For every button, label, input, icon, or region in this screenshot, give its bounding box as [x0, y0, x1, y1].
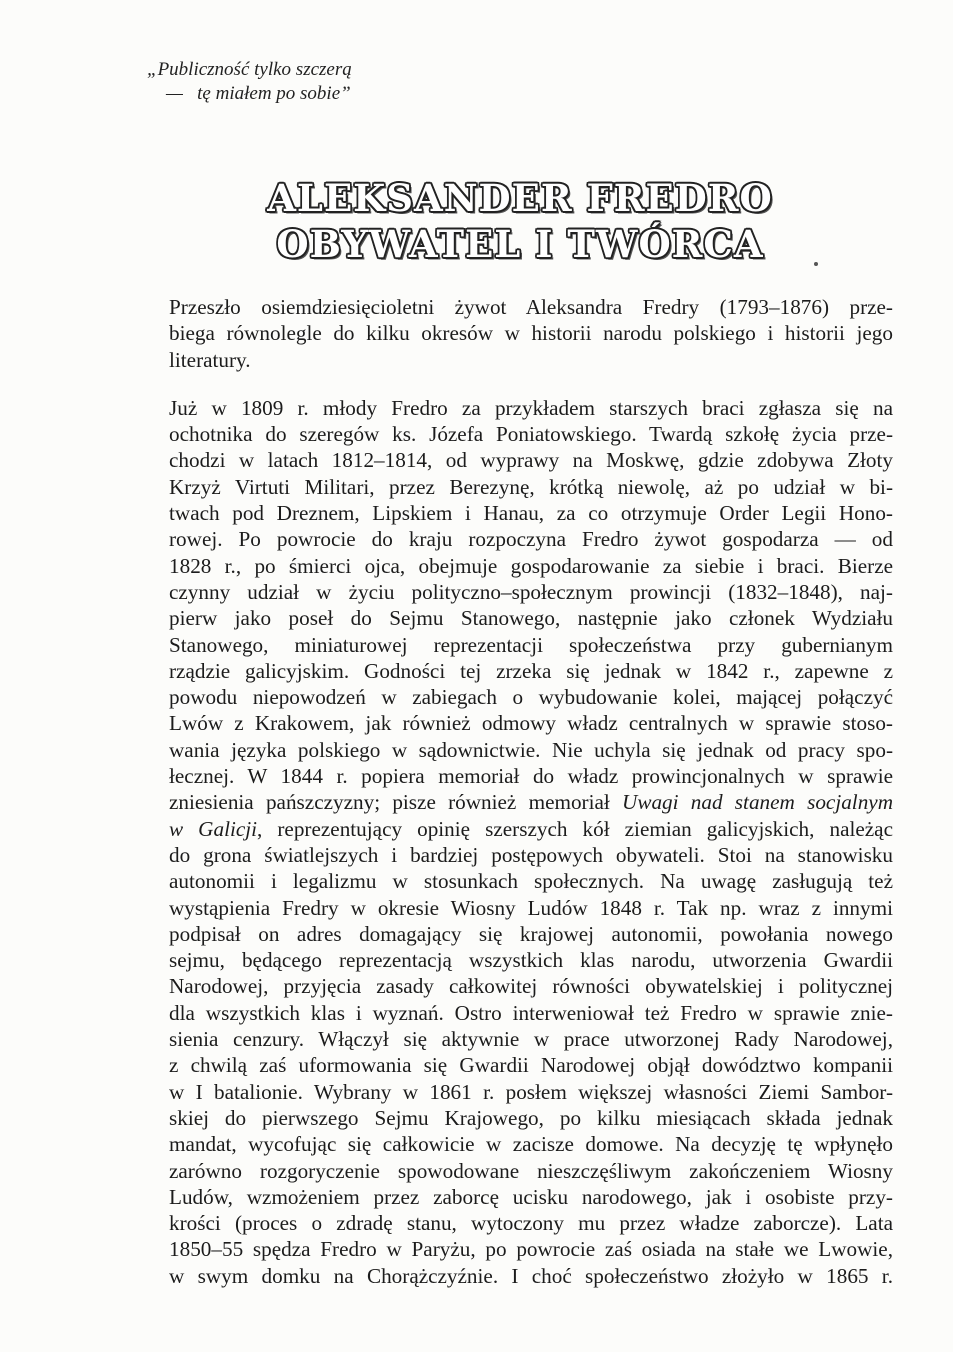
text-line: rządzie galicyjskim. Godności tej zrzeka się jednak w 1842 r., zapewne z [169, 658, 893, 683]
text-line: Przeszło osiemdziesięcioletni żywot Aleksandra Fredry (1793–1876) prze- [169, 295, 893, 319]
text-segment: , reprezentujący opinię szerszych kół ziemian galicyjskich, należąc [257, 816, 893, 841]
paragraph-2 [145, 395, 893, 1289]
text-line: 1828 r., po śmierci ojca, obejmuje gospodarowanie za siebie i braci. Bierze [169, 553, 893, 578]
text-line: skiej do pierwszego Sejmu Krajowego, po kilku miesiącach składa jednak [169, 1105, 893, 1130]
text-line: zarówno rozgoryczenie spowodowane nieszczęśliwym zakończeniem Wiosny [169, 1158, 893, 1183]
text-line: twach pod Dreznem, Lipskiem i Hanau, za co otrzymuje Order Legii Hono- [169, 501, 893, 526]
body-text [145, 294, 893, 1289]
epigraph [147, 58, 352, 106]
text-line: Narodowej, przyjęcia zasady całkowitej równości obywatelskiej i politycznej [169, 974, 893, 999]
text-line: w I batalionie. Wybrany w 1861 r. posłem większej własności Ziemi Sambor- [169, 1079, 893, 1104]
paragraph-1 [145, 294, 893, 373]
text-line: Lwów z Krakowem, jak również odmowy władz centralnych w sprawie stoso- [169, 711, 893, 736]
text-line: 1850–55 spędza Fredro w Paryżu, po powrocie zaś osiada na stałe we Lwowie, [169, 1237, 893, 1262]
text-line: pierw jako poseł do Sejmu Stanowego, następnie jako członek Wydziału [169, 606, 893, 631]
text-line: sienia cenzury. Włączył się aktywnie w prace utworzonej Rady Narodowej, [169, 1027, 893, 1052]
text-segment: zniesienia pańszczyzny; pisze również memoriał [169, 790, 610, 815]
text-line: do grona światlejszych i bardziej postępowych obywateli. Stoi na stanowisku [169, 842, 893, 867]
text-line: powodu niepowodzeń w zabiegach o wybudowanie kolei, mającej połączyć [169, 685, 893, 710]
text-line: czynny udział w życiu polityczno–społecznym prowincji (1832–1848), naj- [169, 579, 893, 604]
text-line: mandat, wycofując się całkowicie w zacisze domowe. Na decyzję tę wpłynęło [169, 1132, 893, 1157]
text-line: wystąpienia Fredry w okresie Wiosny Ludów 1848 r. Tak np. wraz z innymi [169, 895, 893, 920]
text-line: Ludów, wzmożeniem przez zaborcę ucisku narodowego, jak i osobiste przy- [169, 1184, 893, 1209]
text-line: ochotnika do szeregów ks. Józefa Poniatowskiego. Twardą szkołę życia prze- [169, 422, 893, 447]
text-line: literatury. [169, 347, 251, 372]
text-line-with-italic-title [145, 789, 893, 815]
italic-title-part-1: Uwagi nad stanem socjalnym [622, 790, 893, 815]
text-line: podpisał on adres domagający się krajowej autonomii, powołania nowego [169, 921, 893, 946]
epigraph-line-1: „Publiczność tylko szczerą [147, 59, 352, 80]
text-line: w swym domku na Chorążczyźnie. I choć społeczeństwo złożyło w 1865 r. [169, 1263, 893, 1288]
chapter-title-line-1: ALEKSANDER FREDRO [267, 176, 773, 220]
text-line: sejmu, będącego reprezentacją wszystkich klas narodu, utworzenia Gwardii [169, 948, 893, 973]
epigraph-line-2: — tę miałem po sobie” [147, 83, 351, 104]
chapter-title-line-2: OBYWATEL I TWÓRCA [276, 222, 764, 266]
text-line: Już w 1809 r. młody Fredro za przykładem starszych braci zgłasza się na [169, 395, 893, 420]
text-line: rowej. Po powrocie do kraju rozpoczyna Fredro żywot gospodarza — od [169, 527, 893, 552]
text-line: chodzi w latach 1812–1814, od wyprawy na Moskwę, gdzie zdobywa Złoty [169, 448, 893, 473]
italic-title-part-2: w Galicji [169, 816, 258, 841]
text-line: dla wszystkich klas i wyznań. Ostro interweniował też Fredro w sprawie znie- [169, 1000, 893, 1025]
text-line: wania języka polskiego w sądownictwie. Nie uchyla się jednak od pracy spo- [169, 737, 893, 762]
chapter-title [200, 175, 840, 267]
text-line: Stanowego, miniaturowej reprezentacji społeczeństwa przy gubernianym [169, 632, 893, 657]
text-line: krości (proces o zdradę stanu, wytoczony mu przez władze zaborcze). Lata [169, 1211, 893, 1236]
text-line-with-italic-title [145, 816, 893, 842]
text-line: autonomii i legalizmu w stosunkach społecznych. Na uwagę zasługują też [169, 869, 893, 894]
text-line: łecznej. W 1844 r. popiera memoriał do władz prowincjonalnych w sprawie [169, 764, 893, 789]
text-line: biega równolegle do kilku okresów w historii narodu polskiego i historii jego [169, 321, 893, 346]
text-line: Krzyż Virtuti Militari, przez Berezynę, krótką niewolę, aż po udział w bi- [169, 474, 893, 499]
text-line: z chwilą zaś uformowania się Gwardii Narodowej objął dowództwo kompanii [169, 1053, 893, 1078]
